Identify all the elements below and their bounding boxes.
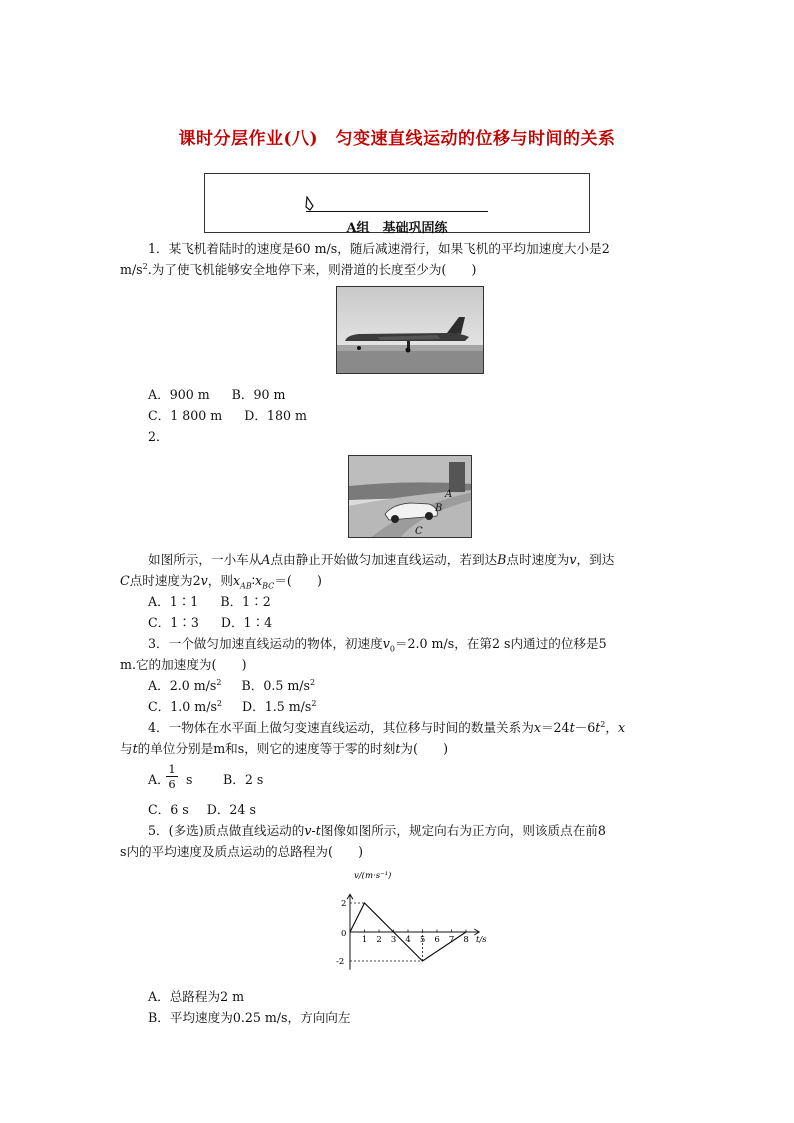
chart-xlabel: t/s bbox=[476, 935, 487, 945]
q2-options-ab: A．1∶1 B．1∶2 bbox=[148, 594, 271, 609]
q5-option-a: A．总路程为2 m bbox=[148, 989, 245, 1004]
q3-line2: m.它的加速度为( ) bbox=[120, 657, 247, 672]
x-tick-label: 7 bbox=[448, 935, 455, 945]
car-photo bbox=[348, 455, 472, 538]
q4-options-cd: C．6 s D．24 s bbox=[148, 802, 256, 817]
vt-chart bbox=[330, 866, 500, 976]
q4-option-a-unit: s bbox=[186, 772, 193, 787]
banner-rule bbox=[306, 211, 488, 212]
q1-line1: 1．某飞机着陆时的速度是60 m/s，随后减速滑行，如果飞机的平均加速度大小是2 bbox=[148, 241, 610, 256]
q3-options-cd: C．1.0 $m/s^2$ D．1.5 $m/s^2$ bbox=[148, 698, 317, 714]
q5-option-b: B．平均速度为0.25 m/s，方向向左 bbox=[148, 1010, 351, 1025]
q4-fraction: 1 6 bbox=[166, 762, 178, 791]
y-tick-label: -2 bbox=[336, 957, 345, 967]
q3-line1: 3．一个做匀加速直线运动的物体，初速度$v_0=2.0$ m/s，在第2 s内通过的位移是5 bbox=[148, 636, 607, 654]
q2-options-cd: C．1∶3 D．1∶4 bbox=[148, 615, 273, 630]
x-tick-label: 3 bbox=[390, 935, 397, 945]
q2-line1: 如图所示，一小车从A点由静止开始做匀加速直线运动，若到达B点时速度为v，到达 bbox=[148, 552, 615, 567]
x-tick-label: 8 bbox=[463, 935, 469, 945]
page-title: 课时分层作业(八) 匀变速直线运动的位移与时间的关系 bbox=[178, 129, 616, 149]
q2-number: 2． bbox=[148, 429, 169, 444]
q5-line1: 5．(多选)质点做直线运动的v-t图像如图所示，规定向右为正方向，则该质点在前8 bbox=[148, 823, 606, 838]
q1-options-ab: A．900 m B．90 m bbox=[148, 387, 286, 402]
q4-option-b: B．2 s bbox=[223, 772, 264, 787]
airplane-photo bbox=[336, 286, 484, 374]
x-tick-label: 4 bbox=[405, 935, 411, 945]
x-tick-label: 6 bbox=[434, 935, 440, 945]
point-label-a: A bbox=[445, 489, 453, 500]
chart-ticks bbox=[336, 899, 469, 967]
point-label-c: C bbox=[415, 526, 423, 537]
pencil-icon bbox=[304, 196, 318, 212]
q4-line2: 与t的单位分别是m和s，则它的速度等于零的时刻t为( ) bbox=[120, 741, 449, 756]
y-tick-label: 0 bbox=[341, 929, 347, 939]
section-title: A组 基础巩固练 bbox=[346, 221, 448, 236]
y-tick-label: 2 bbox=[341, 899, 347, 909]
x-tick-label: 1 bbox=[361, 935, 368, 945]
q5-line2: s内的平均速度及质点运动的总路程为( ) bbox=[120, 844, 363, 859]
x-tick-label: 2 bbox=[376, 935, 382, 945]
chart-ylabel: v/(m·s⁻¹) bbox=[354, 871, 392, 881]
q1-options-cd: C．1 800 m D．180 m bbox=[148, 408, 307, 423]
q2-line2: C点时速度为2v，则$x_{AB}∶x_{BC}=$( ) bbox=[120, 573, 322, 591]
q4-option-a-label: A． bbox=[148, 772, 170, 787]
point-label-b: B bbox=[435, 503, 443, 514]
q1-line2: $m/s^2$.为了使飞机能够安全地停下来，则滑道的长度至少为( ) bbox=[120, 261, 477, 277]
q3-options-ab: A．2.0 $m/s^2$ B．0.5 $m/s^2$ bbox=[148, 677, 316, 693]
q4-line1: 4．一物体在水平面上做匀变速直线运动，其位移与时间的数量关系为$x=24t-6t^2$，x bbox=[148, 719, 626, 735]
x-tick-label: 5 bbox=[419, 935, 426, 945]
